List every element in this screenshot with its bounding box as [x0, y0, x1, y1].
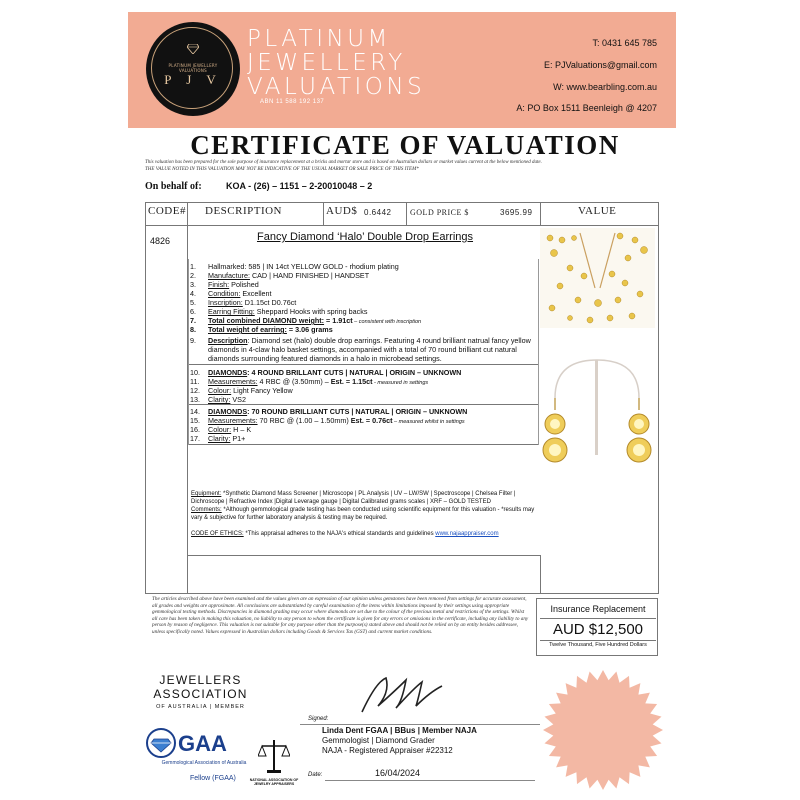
- contact-email: E: PJValuations@gmail.com: [543, 60, 657, 70]
- signer-name: Linda Dent FGAA | BBus | Member NAJA: [322, 726, 477, 735]
- company-name: [247, 27, 457, 99]
- code-header: CODE#: [148, 205, 186, 217]
- signed-label: Signed:: [308, 716, 329, 722]
- earrings-detail-photos: [540, 228, 655, 328]
- company-name-line3: VALUATIONS: [247, 74, 426, 100]
- company-name-line1: PLATINUM: [247, 26, 391, 52]
- certificate-title: CERTIFICATE OF VALUATION: [190, 130, 620, 160]
- valuation-date: 16/04/2024: [375, 768, 421, 778]
- detail-row-9: 9. Description: Diamond set (halo) double drop earrings. Featuring 4 round brilliant natrual fancy yellow diamonds in 4-claw halo basket settings, accompanied with a total of 70 round brilliant cut natural diamonds surrounding featured diamonds in a halo in microbead settings.: [190, 336, 531, 363]
- insurance-value-words: Twelve Thousand, Five Hundred Dollars: [549, 642, 647, 648]
- contact-address: A: PO Box 1511 Beenleigh @ 4207: [516, 103, 657, 113]
- gold-price-value: 3695.99: [500, 208, 533, 217]
- gaa-logo-text: GAA: [178, 731, 227, 756]
- jewellers-association-logo: JEWELLERS ASSOCIATION: [153, 673, 248, 701]
- detail-row-7: 7. Total combined DIAMOND weight: = 1.91ct – consistent with inscription: [190, 316, 422, 325]
- comments-notes: Comments: *Although gemmological grade testing has been conducted using scientific equipment for this valuation - *results may vary & subjective for further laboratory analysis & testing may be required.: [191, 507, 535, 521]
- date-label: Date:: [308, 772, 323, 778]
- earrings-photo: [540, 340, 655, 490]
- detail-row-5: 5. Inscription: D1.15ct D0.76ct: [190, 298, 297, 307]
- detail-row-6: 6. Earring Fitting: Sheppard Hooks with spring backs: [190, 307, 368, 316]
- on-behalf-label: On behalf of:: [145, 181, 202, 192]
- diamond-icon: [187, 44, 199, 54]
- detail-row-10: 10. DIAMONDS: 4 ROUND BRILLANT CUTS | NATURAL | ORIGIN – UNKNOWN: [190, 368, 462, 377]
- detail-row-13: 13. Clarity: VS2: [190, 395, 246, 404]
- scales-icon: [258, 738, 290, 776]
- detail-row-4: 4. Condition: Excellent: [190, 289, 272, 298]
- detail-row-2: 2. Manufacture: CAD | HAND FINISHED | HANDSET: [190, 271, 370, 280]
- detail-row-12: 12. Colour: Light Fancy Yellow: [190, 386, 293, 395]
- seal-starburst: [542, 669, 664, 791]
- insurance-value: AUD $12,500: [540, 618, 656, 641]
- gold-price-label: GOLD PRICE $: [410, 208, 469, 217]
- gaa-name: Gemmological Association of Australia: [161, 760, 247, 766]
- gaa-gem-icon: [146, 728, 176, 758]
- signature: [356, 672, 446, 716]
- naja-logo-text: NATIONAL ASSOCIATION OF JEWELRY APPRAISERS: [249, 778, 299, 786]
- valuation-disclaimer-caps: THE VALUE NOTED IN THIS VALUATION MAY NOT BE INDICATIVE OF THE USUAL MARKET OR SALE PRICE OF THIS ITEM*: [145, 167, 419, 172]
- aud-value: 0.6442: [364, 208, 392, 217]
- detail-row-11: 11. Measurements: 4 RBC @ (3.50mm) – Est. = 1.15ct - measured in settings: [190, 377, 429, 386]
- aud-label: AUD$: [326, 205, 358, 217]
- code-of-ethics: CODE OF ETHICS: *This appraisal adheres to the NAJA's ethical standards and guidelines www.najaappraiser.com: [191, 531, 499, 537]
- naja-link[interactable]: www.najaappraiser.com: [435, 531, 499, 537]
- insurance-label: Insurance Replacement: [550, 604, 646, 614]
- detail-row-17: 17. Clarity: P1+: [190, 434, 246, 443]
- detail-row-15: 15. Measurements: 70 RBC @ (1.00 – 1.50mm) Est. = 0.76ct – measured whilst in settings: [190, 416, 465, 425]
- logo-initials: P J V: [164, 72, 222, 87]
- abn-number: ABN 11 588 192 137: [260, 99, 325, 105]
- valuation-disclaimer: This valuation has been prepared for the sole purpose of insurance replacement at a bricks and mortar store and is based on Australian dollars or market values current at the below mentioned date.: [145, 160, 542, 165]
- detail-row-3: 3. Finish: Polished: [190, 280, 259, 289]
- logo-text: PLATINUM JEWELLERY VALUATIONS: [168, 63, 218, 73]
- detail-row-16: 16. Colour: H – K: [190, 425, 252, 434]
- detail-row-1: 1. Hallmarked: 585 | IN 14ct YELLOW GOLD - rhodium plating: [190, 262, 399, 271]
- contact-website: W: www.bearbling.com.au: [553, 82, 657, 92]
- company-name-line2: JEWELLERY: [247, 50, 406, 76]
- item-title: Fancy Diamond ‘Halo’ Double Drop Earrings: [256, 231, 474, 243]
- company-logo: [146, 22, 240, 116]
- value-header: VALUE: [578, 205, 617, 217]
- description-header: DESCRIPTION: [205, 205, 283, 217]
- on-behalf-value: KOA - (26) – 1151 – 2-20010048 – 2: [226, 181, 373, 191]
- contact-phone: T: 0431 645 785: [592, 38, 657, 48]
- signer-registration: NAJA - Registered Appraiser #22312: [322, 746, 453, 755]
- jewellers-association-member: OF AUSTRALIA | MEMBER: [156, 704, 245, 710]
- detail-row-8: 8. Total weight of earring: = 3.06 grams: [190, 325, 333, 334]
- detail-row-14: 14. DIAMONDS: 70 ROUND BRILLIANT CUTS | NATURAL | ORIGIN – UNKNOWN: [190, 407, 468, 416]
- item-code: 4826: [150, 236, 171, 246]
- gaa-fellow: Fellow (FGAA): [190, 775, 236, 782]
- signer-role: Gemmologist | Diamond Grader: [322, 736, 435, 745]
- footer-disclaimer: The articles described above have been examined and the values given are an expression of our opinion unless gemstones have been removed from settings for accurate assessment, all grades and weights are approximate. All conclusions are substantiated by careful examination of the items within limitations imposed by their settings using appropriate gemmological testing methods. Discrepancies in diamond grading may occur where diamonds are set due to the colour of the precious metal and restrictions of the settings. Whilst all care has been taken in making this valuation, no liability to any person to whom the certificate is given for any errors or omissions in the certificate, including any liability to any person by reason of negligence. This valuation is not suitable for any purpose other than the purpose(s) stated above and should not be relied on by an entity besides addressee, unless specifically noted. Values expressed in Australian dollars including Goods & Services Tax (GST) and current market conditions.: [152, 596, 529, 635]
- equipment-notes: Equipment: *Synthetic Diamond Mass Screener | Microscope | PL Analysis | UV – LW/SW | Spectroscope | Chelsea Filter | Dichroscope | Refractive Index |Digital Leverage gauge | Digital Calibrated grams scales | XRF – GOLD TESTED: [191, 491, 516, 505]
